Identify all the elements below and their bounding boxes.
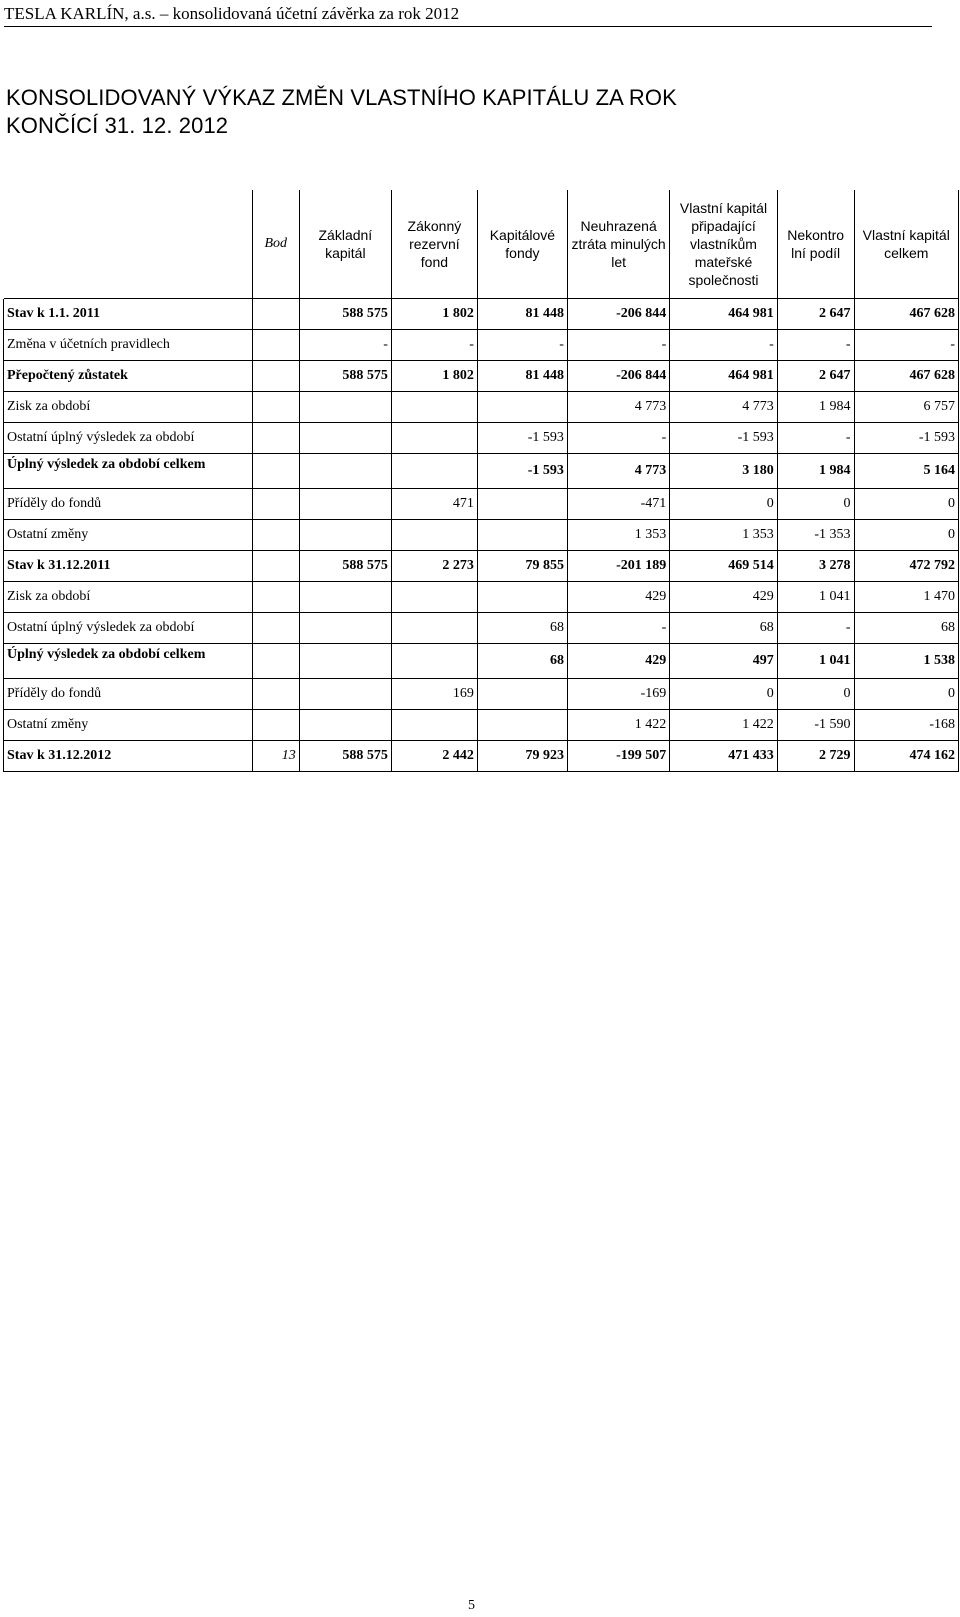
row-cell: -: [777, 330, 854, 361]
row-cell: [477, 679, 567, 710]
row-cell: [391, 613, 477, 644]
row-cell: [477, 582, 567, 613]
row-cell: -: [477, 330, 567, 361]
row-cell: -168: [854, 710, 958, 741]
table-row: [4, 644, 959, 679]
table-row: [4, 392, 959, 423]
row-cell: [391, 423, 477, 454]
row-cell: [299, 489, 391, 520]
row-cell: 1 470: [854, 582, 958, 613]
row-cell: 79 855: [477, 551, 567, 582]
header-kapitalove-fondy: Kapitálové fondy: [477, 190, 567, 299]
row-label: Příděly do fondů: [4, 679, 253, 710]
row-cell: [299, 710, 391, 741]
row-cell: [299, 454, 391, 489]
row-label: Ostatní úplný výsledek za období: [4, 423, 253, 454]
row-bod: 13: [252, 741, 299, 772]
header-vlastni-kapital-materske: Vlastní kapitál připadající vlastníkům mateřské společnosti: [670, 190, 777, 299]
row-cell: 2 442: [391, 741, 477, 772]
row-cell: -: [299, 330, 391, 361]
row-bod: [252, 520, 299, 551]
row-label: Změna v účetních pravidlech: [4, 330, 253, 361]
row-bod: [252, 330, 299, 361]
table-row: [4, 520, 959, 551]
row-cell: -1 590: [777, 710, 854, 741]
row-bod: [252, 361, 299, 392]
row-cell: [477, 710, 567, 741]
header-blank: [4, 190, 253, 299]
row-cell: [299, 679, 391, 710]
title-line-2: KONČÍCÍ 31. 12. 2012: [6, 113, 229, 138]
row-cell: 588 575: [299, 741, 391, 772]
row-cell: -: [567, 423, 669, 454]
row-cell: -201 189: [567, 551, 669, 582]
header-bod: Bod: [252, 190, 299, 299]
row-cell: 0: [854, 489, 958, 520]
row-cell: 1 041: [777, 644, 854, 679]
table-row: [4, 679, 959, 710]
row-label: Úplný výsledek za období celkem: [4, 644, 253, 679]
row-cell: 2 647: [777, 299, 854, 330]
row-bod: [252, 423, 299, 454]
row-cell: -: [391, 330, 477, 361]
row-bod: [252, 392, 299, 423]
row-cell: 4 773: [670, 392, 777, 423]
row-cell: 467 628: [854, 361, 958, 392]
row-bod: [252, 710, 299, 741]
row-bod: [252, 582, 299, 613]
row-cell: 1 422: [670, 710, 777, 741]
title-line-1: KONSOLIDOVANÝ VÝKAZ ZMĚN VLASTNÍHO KAPITÁLU ZA ROK: [6, 85, 677, 110]
equity-changes-table: [3, 190, 959, 772]
row-bod: [252, 489, 299, 520]
row-cell: 68: [854, 613, 958, 644]
header-subtitle: – konsolidovaná účetní závěrka za rok 2012: [155, 4, 460, 23]
row-cell: 68: [477, 644, 567, 679]
row-cell: 588 575: [299, 299, 391, 330]
row-cell: 464 981: [670, 361, 777, 392]
row-cell: 497: [670, 644, 777, 679]
row-cell: [391, 710, 477, 741]
table-row: [4, 710, 959, 741]
row-cell: [299, 392, 391, 423]
row-cell: 588 575: [299, 551, 391, 582]
row-cell: 5 164: [854, 454, 958, 489]
row-cell: -1 593: [477, 423, 567, 454]
row-cell: 81 448: [477, 299, 567, 330]
row-cell: -: [670, 330, 777, 361]
row-cell: -: [777, 423, 854, 454]
table-row: [4, 299, 959, 330]
row-cell: 4 773: [567, 392, 669, 423]
row-cell: -1 593: [670, 423, 777, 454]
row-cell: 0: [854, 679, 958, 710]
row-cell: 1 538: [854, 644, 958, 679]
row-cell: 1 984: [777, 454, 854, 489]
row-cell: 1 802: [391, 361, 477, 392]
row-cell: [477, 489, 567, 520]
row-cell: 474 162: [854, 741, 958, 772]
row-cell: [299, 644, 391, 679]
row-cell: 469 514: [670, 551, 777, 582]
row-cell: 1 802: [391, 299, 477, 330]
header-zakonny-rezervni-fond: Zákonný rezervní fond: [391, 190, 477, 299]
table-row: [4, 551, 959, 582]
row-cell: 2 647: [777, 361, 854, 392]
row-cell: 0: [777, 679, 854, 710]
row-label: Ostatní úplný výsledek za období: [4, 613, 253, 644]
row-label: Příděly do fondů: [4, 489, 253, 520]
row-cell: 464 981: [670, 299, 777, 330]
row-cell: -: [854, 330, 958, 361]
row-cell: 6 757: [854, 392, 958, 423]
row-cell: 68: [477, 613, 567, 644]
row-cell: -206 844: [567, 361, 669, 392]
row-cell: 429: [567, 644, 669, 679]
row-cell: -: [567, 613, 669, 644]
row-label: Stav k 31.12.2011: [4, 551, 253, 582]
row-cell: -1 593: [477, 454, 567, 489]
row-cell: 472 792: [854, 551, 958, 582]
table-row: [4, 454, 959, 489]
row-cell: [391, 520, 477, 551]
row-label: Stav k 1.1. 2011: [4, 299, 253, 330]
row-cell: 0: [670, 679, 777, 710]
table-row: [4, 361, 959, 392]
row-cell: [299, 423, 391, 454]
row-cell: 0: [854, 520, 958, 551]
statement-title: [6, 84, 906, 140]
row-cell: [391, 392, 477, 423]
row-cell: -1 353: [777, 520, 854, 551]
header-nekontrolni-podil: Nekontro lní podíl: [777, 190, 854, 299]
row-cell: 588 575: [299, 361, 391, 392]
row-cell: 4 773: [567, 454, 669, 489]
row-cell: -199 507: [567, 741, 669, 772]
page-number: 5: [468, 1598, 475, 1613]
row-cell: 68: [670, 613, 777, 644]
row-cell: 429: [567, 582, 669, 613]
row-label: Zisk za období: [4, 582, 253, 613]
row-cell: 1 353: [670, 520, 777, 551]
row-label: Ostatní změny: [4, 710, 253, 741]
row-cell: 79 923: [477, 741, 567, 772]
table-header-row: [4, 190, 959, 299]
row-label: Přepočtený zůstatek: [4, 361, 253, 392]
row-cell: 2 729: [777, 741, 854, 772]
row-cell: [391, 454, 477, 489]
row-cell: 1 353: [567, 520, 669, 551]
row-cell: [299, 613, 391, 644]
row-cell: 471 433: [670, 741, 777, 772]
table-row: [4, 423, 959, 454]
row-bod: [252, 613, 299, 644]
row-cell: -: [567, 330, 669, 361]
row-cell: 1 041: [777, 582, 854, 613]
row-cell: [477, 520, 567, 551]
header-neuhrazena-ztrata: Neuhrazená ztráta minulých let: [567, 190, 669, 299]
table-row: [4, 613, 959, 644]
row-bod: [252, 454, 299, 489]
row-cell: 1 984: [777, 392, 854, 423]
row-cell: 81 448: [477, 361, 567, 392]
row-bod: [252, 644, 299, 679]
row-cell: [391, 644, 477, 679]
table-row: [4, 582, 959, 613]
row-cell: 3 180: [670, 454, 777, 489]
table-row: [4, 489, 959, 520]
row-label: Zisk za období: [4, 392, 253, 423]
row-bod: [252, 299, 299, 330]
row-cell: [477, 392, 567, 423]
row-cell: 0: [670, 489, 777, 520]
row-cell: [299, 520, 391, 551]
row-cell: -206 844: [567, 299, 669, 330]
row-cell: 169: [391, 679, 477, 710]
row-cell: 0: [777, 489, 854, 520]
row-cell: 2 273: [391, 551, 477, 582]
row-cell: [391, 582, 477, 613]
row-cell: -169: [567, 679, 669, 710]
row-cell: -: [777, 613, 854, 644]
row-cell: 1 422: [567, 710, 669, 741]
document-header: [4, 4, 932, 27]
row-cell: -471: [567, 489, 669, 520]
row-cell: 3 278: [777, 551, 854, 582]
company-name: TESLA KARLÍN, a.s.: [4, 4, 156, 23]
row-cell: 467 628: [854, 299, 958, 330]
header-vlastni-kapital-celkem: Vlastní kapitál celkem: [854, 190, 958, 299]
row-cell: [299, 582, 391, 613]
table-row: [4, 330, 959, 361]
table-row: [4, 741, 959, 772]
row-bod: [252, 551, 299, 582]
row-bod: [252, 679, 299, 710]
row-cell: -1 593: [854, 423, 958, 454]
row-cell: 471: [391, 489, 477, 520]
row-label: Stav k 31.12.2012: [4, 741, 253, 772]
row-label: Úplný výsledek za období celkem: [4, 454, 253, 489]
row-cell: 429: [670, 582, 777, 613]
header-zakladni-kapital: Základní kapitál: [299, 190, 391, 299]
row-label: Ostatní změny: [4, 520, 253, 551]
